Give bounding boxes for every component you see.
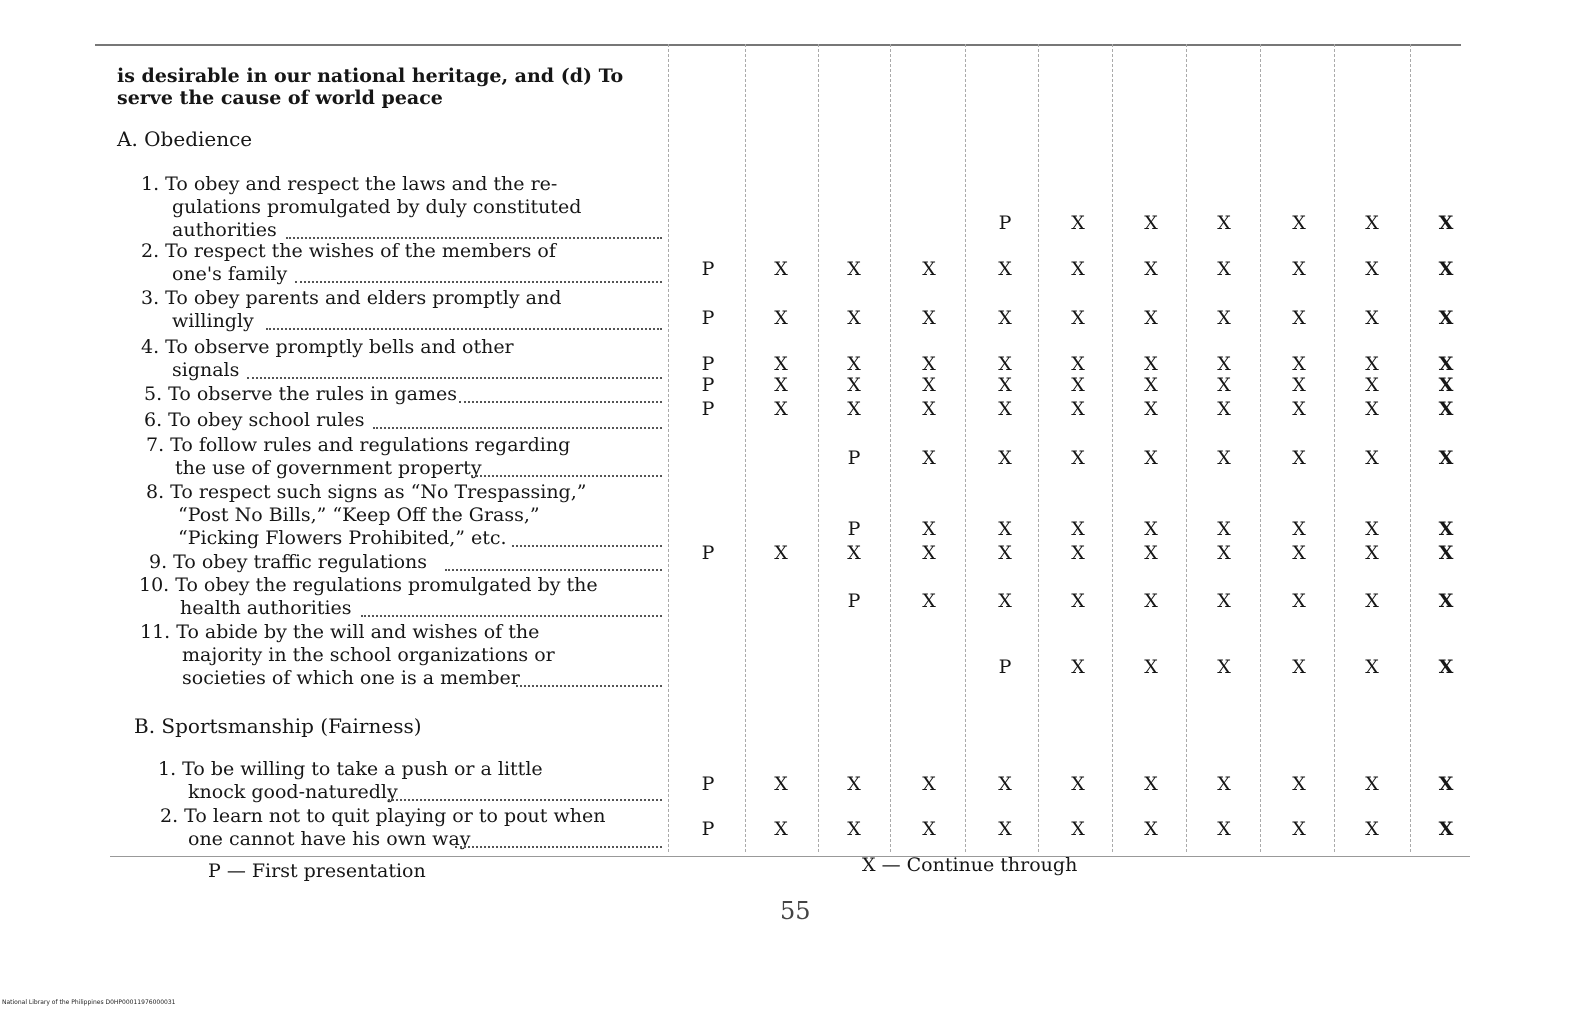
continue-mark: X xyxy=(922,542,936,564)
item-text-line: “Post No Bills,” “Keep Off the Grass,” xyxy=(178,504,540,526)
continue-mark: X xyxy=(1292,447,1306,469)
continue-mark: X xyxy=(1292,656,1306,678)
continue-mark: X xyxy=(1292,353,1306,375)
item-text-line: 5. To observe the rules in games xyxy=(144,383,457,405)
continue-mark: X xyxy=(1438,818,1454,840)
continue-mark: X xyxy=(1292,818,1306,840)
continue-mark: X xyxy=(1071,590,1085,612)
continue-mark: X xyxy=(1217,542,1231,564)
continue-mark: X xyxy=(1292,518,1306,540)
continue-mark: X xyxy=(1217,590,1231,612)
continue-mark: X xyxy=(1292,542,1306,564)
item-text-line: 1. To obey and respect the laws and the re- xyxy=(141,173,558,195)
continue-mark: X xyxy=(1217,374,1231,396)
item-text-line: 6. To obey school rules xyxy=(144,409,365,431)
continue-mark: X xyxy=(1292,398,1306,420)
item-text-line: health authorities xyxy=(180,597,352,619)
top-rule xyxy=(95,44,1461,46)
continue-mark: X xyxy=(847,398,861,420)
continue-mark: X xyxy=(1071,307,1085,329)
intro-text-line: is desirable in our national heritage, and (d) To xyxy=(117,65,624,87)
continue-mark: X xyxy=(1144,773,1158,795)
dot-leader xyxy=(266,328,662,330)
dot-leader xyxy=(295,281,662,283)
item-text-line: “Picking Flowers Prohibited,” etc. xyxy=(178,527,507,549)
continue-mark: X xyxy=(774,307,788,329)
first-presentation-mark: P xyxy=(998,212,1012,234)
dot-leader xyxy=(388,799,662,801)
first-presentation-mark: P xyxy=(701,307,715,329)
section-heading: A. Obedience xyxy=(117,127,253,151)
first-presentation-mark: P xyxy=(701,374,715,396)
dot-leader xyxy=(512,545,662,547)
continue-mark: X xyxy=(1438,590,1454,612)
continue-mark: X xyxy=(1438,518,1454,540)
continue-mark: X xyxy=(1071,212,1085,234)
continue-mark: X xyxy=(1217,656,1231,678)
continue-mark: X xyxy=(847,374,861,396)
continue-mark: X xyxy=(1365,258,1379,280)
continue-mark: X xyxy=(1144,818,1158,840)
item-text-line: 2. To respect the wishes of the members of xyxy=(141,240,556,262)
column-divider xyxy=(668,44,669,852)
continue-mark: X xyxy=(1144,590,1158,612)
continue-mark: X xyxy=(1217,447,1231,469)
continue-mark: X xyxy=(847,773,861,795)
page-number: 55 xyxy=(780,897,811,925)
first-presentation-mark: P xyxy=(847,447,861,469)
continue-mark: X xyxy=(847,542,861,564)
continue-mark: X xyxy=(1438,773,1454,795)
continue-mark: X xyxy=(774,353,788,375)
continue-mark: X xyxy=(1292,374,1306,396)
continue-mark: X xyxy=(1365,353,1379,375)
continue-mark: X xyxy=(1438,258,1454,280)
item-text-line: the use of government property xyxy=(175,457,482,479)
continue-mark: X xyxy=(922,590,936,612)
continue-mark: X xyxy=(1071,374,1085,396)
first-presentation-mark: P xyxy=(847,518,861,540)
column-divider xyxy=(1112,44,1113,852)
dot-leader xyxy=(373,427,662,429)
continue-mark: X xyxy=(1071,518,1085,540)
first-presentation-mark: P xyxy=(847,590,861,612)
continue-mark: X xyxy=(847,258,861,280)
continue-mark: X xyxy=(922,307,936,329)
continue-mark: X xyxy=(922,818,936,840)
continue-mark: X xyxy=(998,542,1012,564)
continue-mark: X xyxy=(1071,398,1085,420)
continue-mark: X xyxy=(1217,212,1231,234)
item-text-line: 4. To observe promptly bells and other xyxy=(141,336,514,358)
column-divider xyxy=(965,44,966,852)
continue-mark: X xyxy=(998,258,1012,280)
continue-mark: X xyxy=(1217,518,1231,540)
legend-continue-through: X — Continue through xyxy=(862,854,1078,876)
first-presentation-mark: P xyxy=(701,773,715,795)
item-text-line: 9. To obey traffic regulations xyxy=(149,551,428,573)
continue-mark: X xyxy=(1071,656,1085,678)
continue-mark: X xyxy=(1144,374,1158,396)
continue-mark: X xyxy=(1144,307,1158,329)
item-text-line: gulations promulgated by duly constituted xyxy=(172,196,582,218)
continue-mark: X xyxy=(847,307,861,329)
continue-mark: X xyxy=(774,773,788,795)
continue-mark: X xyxy=(1438,353,1454,375)
item-text-line: authorities xyxy=(172,219,277,241)
continue-mark: X xyxy=(1217,773,1231,795)
continue-mark: X xyxy=(1365,542,1379,564)
continue-mark: X xyxy=(922,353,936,375)
continue-mark: X xyxy=(1365,773,1379,795)
intro-text-line: serve the cause of world peace xyxy=(117,87,443,109)
continue-mark: X xyxy=(1365,447,1379,469)
continue-mark: X xyxy=(1365,818,1379,840)
continue-mark: X xyxy=(1217,258,1231,280)
item-text-line: one cannot have his own way xyxy=(188,828,471,850)
item-text-line: 1. To be willing to take a push or a little xyxy=(158,758,543,780)
item-text-line: willingly xyxy=(172,310,254,332)
continue-mark: X xyxy=(1438,398,1454,420)
first-presentation-mark: P xyxy=(701,398,715,420)
continue-mark: X xyxy=(1144,447,1158,469)
continue-mark: X xyxy=(1144,258,1158,280)
continue-mark: X xyxy=(922,398,936,420)
column-divider xyxy=(1186,44,1187,852)
continue-mark: X xyxy=(1292,590,1306,612)
continue-mark: X xyxy=(1217,818,1231,840)
continue-mark: X xyxy=(774,542,788,564)
continue-mark: X xyxy=(774,258,788,280)
continue-mark: X xyxy=(1292,212,1306,234)
continue-mark: X xyxy=(1144,542,1158,564)
column-divider xyxy=(1410,44,1411,852)
dot-leader xyxy=(286,237,662,239)
continue-mark: X xyxy=(1365,307,1379,329)
item-text-line: societies of which one is a member xyxy=(182,667,520,689)
continue-mark: X xyxy=(998,590,1012,612)
dot-leader xyxy=(471,475,662,477)
continue-mark: X xyxy=(1438,307,1454,329)
continue-mark: X xyxy=(1292,258,1306,280)
item-text-line: one's family xyxy=(172,263,288,285)
continue-mark: X xyxy=(774,374,788,396)
continue-mark: X xyxy=(1438,212,1454,234)
continue-mark: X xyxy=(847,353,861,375)
continue-mark: X xyxy=(1365,374,1379,396)
continue-mark: X xyxy=(998,307,1012,329)
item-text-line: knock good-naturedly xyxy=(188,781,398,803)
continue-mark: X xyxy=(1438,656,1454,678)
continue-mark: X xyxy=(1071,542,1085,564)
continue-mark: X xyxy=(1071,773,1085,795)
item-text-line: 8. To respect such signs as “No Trespassing,” xyxy=(146,481,587,503)
continue-mark: X xyxy=(774,818,788,840)
dot-leader xyxy=(516,685,662,687)
continue-mark: X xyxy=(1438,374,1454,396)
column-divider xyxy=(890,44,891,852)
first-presentation-mark: P xyxy=(701,353,715,375)
footer-text: National Library of the Philippines D0HP00011976000031 xyxy=(2,999,176,1006)
continue-mark: X xyxy=(1144,212,1158,234)
first-presentation-mark: P xyxy=(701,542,715,564)
column-divider xyxy=(1038,44,1039,852)
bottom-rule xyxy=(110,856,1470,857)
continue-mark: X xyxy=(1071,353,1085,375)
first-presentation-mark: P xyxy=(998,656,1012,678)
continue-mark: X xyxy=(998,447,1012,469)
continue-mark: X xyxy=(774,398,788,420)
dot-leader xyxy=(361,615,662,617)
continue-mark: X xyxy=(1365,518,1379,540)
continue-mark: X xyxy=(1071,258,1085,280)
continue-mark: X xyxy=(998,818,1012,840)
continue-mark: X xyxy=(1217,307,1231,329)
item-text-line: majority in the school organizations or xyxy=(182,644,555,666)
continue-mark: X xyxy=(1438,542,1454,564)
column-divider xyxy=(818,44,819,852)
continue-mark: X xyxy=(922,773,936,795)
continue-mark: X xyxy=(1365,212,1379,234)
continue-mark: X xyxy=(1365,656,1379,678)
dot-leader xyxy=(445,569,662,571)
continue-mark: X xyxy=(1144,518,1158,540)
continue-mark: X xyxy=(1217,353,1231,375)
continue-mark: X xyxy=(1071,447,1085,469)
continue-mark: X xyxy=(1144,656,1158,678)
continue-mark: X xyxy=(998,518,1012,540)
continue-mark: X xyxy=(1144,353,1158,375)
continue-mark: X xyxy=(1071,818,1085,840)
continue-mark: X xyxy=(998,773,1012,795)
continue-mark: X xyxy=(1292,773,1306,795)
column-divider xyxy=(745,44,746,852)
dot-leader xyxy=(459,401,662,403)
item-text-line: signals xyxy=(172,359,240,381)
item-text-line: 11. To abide by the will and wishes of the xyxy=(140,621,540,643)
column-divider xyxy=(1334,44,1335,852)
item-text-line: 7. To follow rules and regulations regarding xyxy=(146,434,571,456)
continue-mark: X xyxy=(1217,398,1231,420)
first-presentation-mark: P xyxy=(701,258,715,280)
legend-first-presentation: P — First presentation xyxy=(208,860,426,882)
first-presentation-mark: P xyxy=(701,818,715,840)
item-text-line: 3. To obey parents and elders promptly and xyxy=(141,287,562,309)
continue-mark: X xyxy=(998,398,1012,420)
continue-mark: X xyxy=(998,353,1012,375)
continue-mark: X xyxy=(1292,307,1306,329)
section-heading: B. Sportsmanship (Fairness) xyxy=(134,714,422,738)
dot-leader xyxy=(455,846,662,848)
continue-mark: X xyxy=(1365,398,1379,420)
column-divider xyxy=(1260,44,1261,852)
item-text-line: 2. To learn not to quit playing or to pout when xyxy=(160,805,606,827)
item-text-line: 10. To obey the regulations promulgated by the xyxy=(139,574,598,596)
continue-mark: X xyxy=(922,258,936,280)
continue-mark: X xyxy=(1438,447,1454,469)
continue-mark: X xyxy=(922,374,936,396)
continue-mark: X xyxy=(1144,398,1158,420)
continue-mark: X xyxy=(922,447,936,469)
continue-mark: X xyxy=(847,818,861,840)
continue-mark: X xyxy=(1365,590,1379,612)
dot-leader xyxy=(247,377,662,379)
continue-mark: X xyxy=(998,374,1012,396)
continue-mark: X xyxy=(922,518,936,540)
